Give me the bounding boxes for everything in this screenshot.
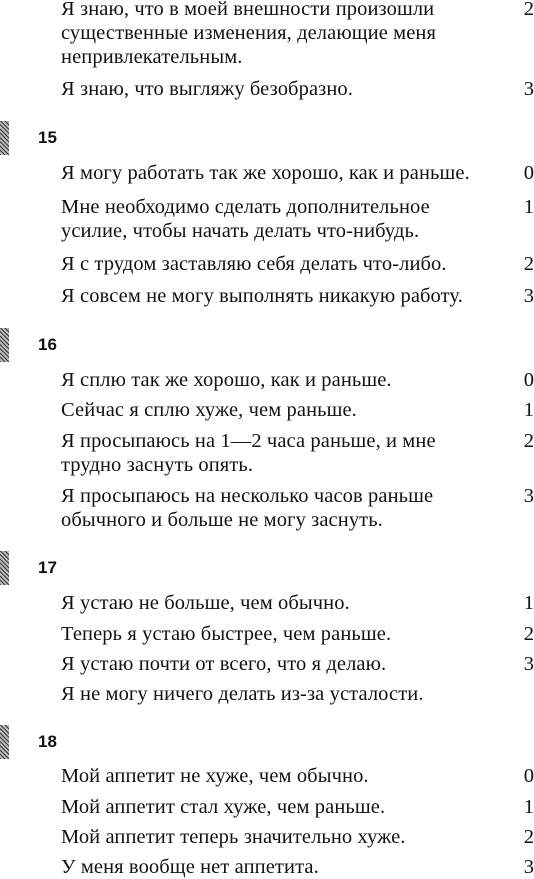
item-text [61, 368, 516, 392]
item-text [61, 795, 516, 819]
item-text-line: Я просыпаюсь на 1—2 часа раньше, и мне [61, 430, 436, 452]
item-score: 1 [523, 592, 534, 614]
item-text-line: трудно заснуть опять. [61, 454, 254, 476]
item-text [61, 252, 516, 276]
item-text-line: существенные изменения, делающие меня [61, 22, 436, 44]
section-number: 15 [38, 128, 57, 147]
item-text [61, 77, 516, 101]
list-item [61, 161, 534, 184]
item-text-line: Я с трудом заставляю себя делать что-либо. [61, 253, 447, 275]
list-item [61, 591, 534, 614]
item-text [61, 284, 516, 308]
item-text-line: Я совсем не могу выполнять никакую работу. [61, 285, 463, 307]
item-score: 1 [523, 796, 534, 818]
item-text [61, 682, 516, 706]
section-marker [0, 551, 9, 585]
list-item [61, 195, 534, 242]
item-text-line: Мой аппетит не хуже, чем обычно. [61, 765, 369, 787]
item-text [61, 429, 516, 477]
section-number: 16 [38, 335, 57, 354]
item-text-line: Я устаю не больше, чем обычно. [61, 592, 350, 614]
item-score: 0 [523, 162, 534, 184]
item-text [61, 0, 516, 69]
item-score: 2 [523, 826, 534, 848]
item-text [61, 398, 516, 422]
item-score: 2 [523, 623, 534, 645]
item-score: 2 [523, 0, 534, 20]
list-item [61, 855, 534, 878]
section-marker [0, 121, 9, 155]
item-text-line: Мне необходимо сделать дополнительное [61, 196, 430, 218]
section-marker [0, 328, 9, 362]
item-score: 1 [523, 196, 534, 218]
section-header [0, 328, 534, 362]
item-text-line: Я могу работать так же хорошо, как и раньше. [61, 162, 470, 184]
item-score: 2 [523, 430, 534, 452]
item-score: 3 [523, 285, 534, 307]
item-text-line: Мой аппетит стал хуже, чем раньше. [61, 796, 386, 818]
list-item [61, 252, 534, 275]
list-item [61, 398, 534, 421]
section-header [0, 725, 534, 759]
item-text-line: Я не могу ничего делать из-за усталости. [61, 683, 424, 705]
item-text [61, 825, 516, 849]
list-item [61, 77, 534, 100]
list-item [61, 682, 534, 705]
item-text-line: Я просыпаюсь на несколько часов раньше [61, 485, 434, 507]
item-text-line: Я устаю почти от всего, что я делаю. [61, 653, 387, 675]
item-score: 0 [523, 765, 534, 787]
item-text [61, 652, 516, 676]
list-item [61, 825, 534, 848]
section-number: 18 [38, 732, 57, 751]
item-text [61, 855, 516, 879]
item-score: 3 [523, 856, 534, 878]
section-marker [0, 725, 9, 759]
item-score: 3 [523, 653, 534, 675]
item-score: 3 [523, 485, 534, 507]
list-item [61, 764, 534, 787]
item-score: 3 [523, 78, 534, 100]
item-score: 0 [523, 369, 534, 391]
list-item [61, 795, 534, 818]
item-text [61, 622, 516, 646]
item-text [61, 195, 516, 243]
section-number: 17 [38, 558, 57, 577]
item-text-line: непривлекательным. [61, 46, 243, 68]
item-text-line: Я знаю, что выгляжу безобразно. [61, 78, 353, 100]
section-header [0, 551, 534, 585]
item-score: 2 [523, 253, 534, 275]
item-text [61, 161, 516, 185]
list-item [61, 622, 534, 645]
list-item [61, 652, 534, 675]
item-text [61, 484, 516, 532]
item-text-line: Мой аппетит теперь значительно хуже. [61, 826, 406, 848]
list-item [61, 429, 534, 476]
list-item [61, 284, 534, 307]
item-text-line: усилие, чтобы начать делать что-нибудь. [61, 220, 420, 242]
item-text [61, 764, 516, 788]
item-text-line: Сейчас я сплю хуже, чем раньше. [61, 399, 357, 421]
item-text-line: Я сплю так же хорошо, как и раньше. [61, 369, 392, 391]
item-text-line: Теперь я устаю быстрее, чем раньше. [61, 623, 392, 645]
item-score: 1 [523, 399, 534, 421]
list-item [61, 368, 534, 391]
section-header [0, 121, 534, 155]
item-text-line: обычного и больше не могу заснуть. [61, 509, 383, 531]
item-text-line: У меня вообще нет аппетита. [61, 856, 319, 878]
item-text-line: Я знаю, что в моей внешности произошли [61, 0, 435, 20]
list-item [61, 484, 534, 531]
item-text [61, 591, 516, 615]
